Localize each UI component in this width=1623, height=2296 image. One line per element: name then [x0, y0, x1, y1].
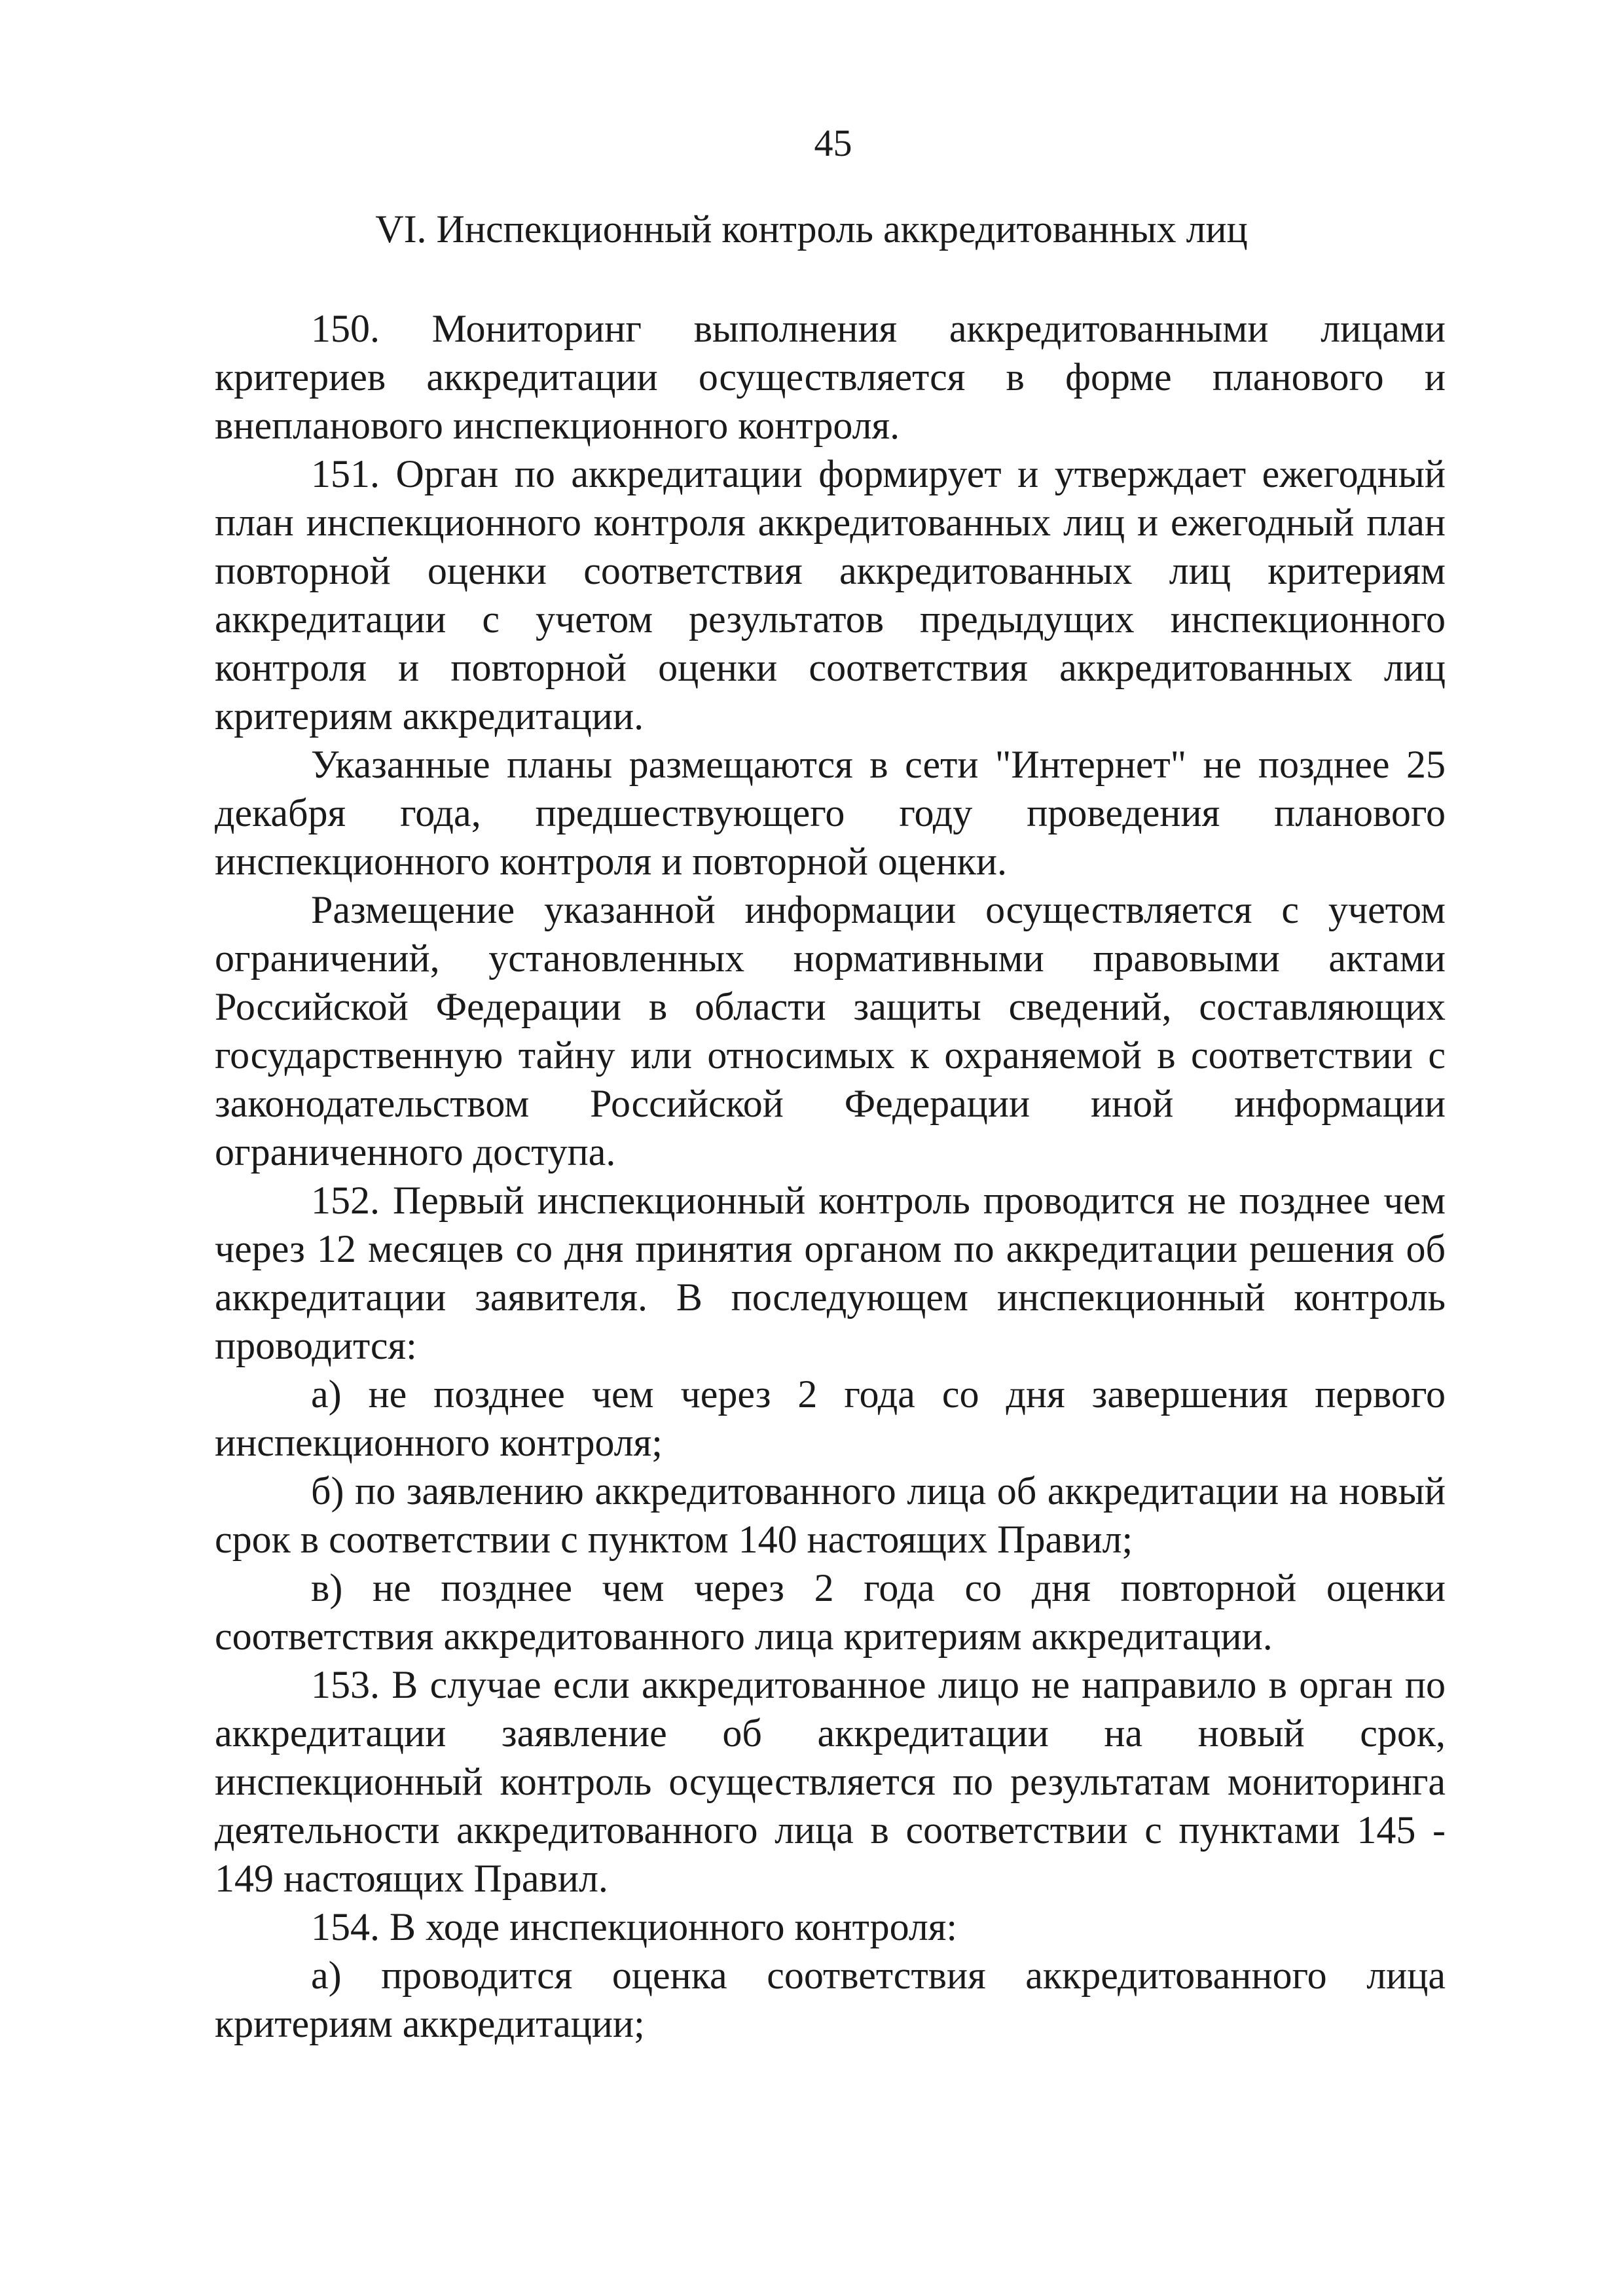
paragraph-152-b: б) по заявлению аккредитованного лица об аккредитации на новый срок в соответствии с пунктом 140 настоящих Правил;: [215, 1469, 1446, 1561]
paragraph-plans-placement: Указанные планы размещаются в сети "Интернет" не позднее 25 декабря года, предшествующего году проведения планового инспекционного контроля и повторной оценки.: [215, 743, 1446, 883]
paragraph-152: 152. Первый инспекционный контроль проводится не позднее чем через 12 месяцев со дня принятия органом по аккредитации решения об аккредитации заявителя. В последующем инспекционный контроль проводится:: [215, 1179, 1446, 1367]
paragraph-154-a: а) проводится оценка соответствия аккредитованного лица критериям аккредитации;: [215, 1954, 1446, 2045]
paragraph-152-a: а) не позднее чем через 2 года со дня завершения первого инспекционного контроля;: [215, 1372, 1446, 1464]
paragraph-153: 153. В случае если аккредитованное лицо не направило в орган по аккредитации заявление об аккредитации на новый срок, инспекционный контроль осуществляется по результатам мониторинга деятельности аккредитованного лица в соответствии с пунктами 145 - 149 настоящих Правил.: [215, 1663, 1446, 1900]
paragraph-150: 150. Мониторинг выполнения аккредитованными лицами критериев аккредитации осуществляется в форме планового и внепланового инспекционного контроля.: [215, 307, 1446, 447]
document-body: [215, 304, 1446, 2048]
section-title: VI. Инспекционный контроль аккредитованных лиц: [375, 207, 1248, 251]
paragraph-info-restrictions: Размещение указанной информации осуществляется с учетом ограничений, установленных нормативными правовыми актами Российской Федерации в области защиты сведений, составляющих государственную тайну или относимых к охраняемой в соответствии с законодательством Российской Федерации иной информации ограниченного доступа.: [215, 888, 1446, 1174]
paragraph-151: 151. Орган по аккредитации формирует и утверждает ежегодный план инспекционного контроля аккредитованных лиц и ежегодный план повторной оценки соответствия аккредитованных лиц критериям аккредитации с учетом результатов предыдущих инспекционного контроля и повторной оценки соответствия аккредитованных лиц критериям аккредитации.: [215, 452, 1446, 738]
paragraph-154: 154. В ходе инспекционного контроля:: [311, 1905, 958, 1948]
paragraph-152-v: в) не позднее чем через 2 года со дня повторной оценки соответствия аккредитованного лица критериям аккредитации.: [215, 1566, 1446, 1658]
page-number: 45: [814, 122, 852, 164]
